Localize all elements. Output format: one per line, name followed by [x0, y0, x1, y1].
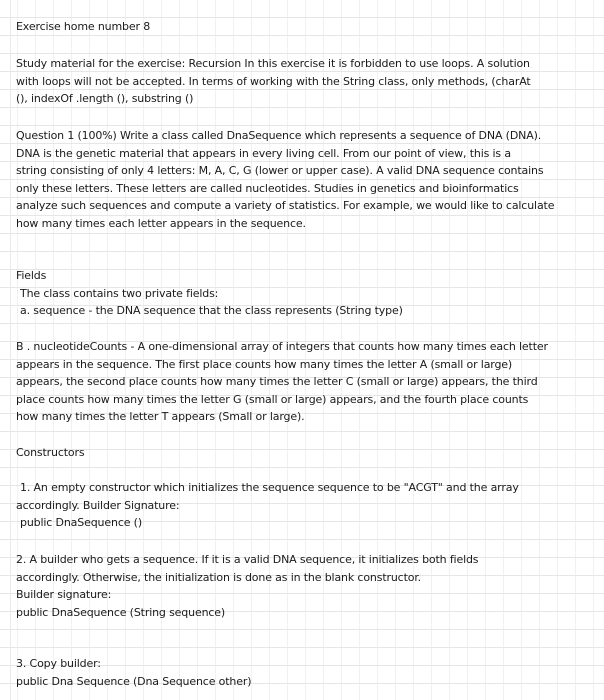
document-title: Exercise home number 8 [16, 20, 151, 33]
study-material-paragraph [16, 55, 596, 108]
study-material-line: Study material for the exercise: Recursion In this exercise it is forbidden to use loops. A solution [16, 57, 530, 70]
constructor-1-line: 1. An empty constructor which initializes the sequence sequence to be "ACGT" and the array [20, 481, 519, 494]
field-b-line: appears, the second place counts how many times the letter C (small or large) appears, the third [16, 375, 538, 388]
constructor-2-signature: public DnaSequence (String sequence) [16, 605, 226, 619]
constructor-2-line: accordingly. Otherwise, the initialization is done as in the blank constructor. [16, 570, 422, 584]
constructors-heading-block [16, 444, 596, 462]
fields-intro: The class contains two private fields: [20, 286, 219, 300]
question-line: string consisting of only 4 letters: M, A, C, G (lower or upper case). A valid DNA sequence contains [16, 164, 544, 177]
constructor-3-line: 3. Copy builder: [16, 657, 101, 670]
document-title-block [16, 18, 596, 36]
fields-section [16, 267, 596, 320]
question-line: Question 1 (100%) Write a class called DnaSequence which represents a sequence of DNA (DNA). [16, 129, 542, 142]
fields-heading: Fields [16, 269, 47, 282]
study-material-line: with loops will not be accepted. In terms of working with the String class, only methods, (charAt [16, 74, 531, 88]
field-b-line: B . nucleotideCounts - A one-dimensional array of integers that counts how many times each letter [16, 340, 548, 353]
question-line: how many times each letter appears in the sequence. [16, 216, 306, 230]
constructor-3-signature: public Dna Sequence (Dna Sequence other) [16, 674, 252, 688]
field-b-paragraph [16, 338, 596, 426]
constructor-1-paragraph [16, 479, 596, 532]
question-line: only these letters. These letters are called nucleotides. Studies in genetics and bioinformatics [16, 181, 519, 195]
question-line: analyze such sequences and compute a variety of statistics. For example, we would like to calculate [16, 199, 555, 212]
study-material-line: (), indexOf .length (), substring () [16, 92, 194, 105]
constructors-heading: Constructors [16, 446, 85, 459]
constructor-2-paragraph [16, 551, 596, 621]
field-b-line: appears in the sequence. The first place counts how many times the letter A (small or large) [16, 357, 513, 371]
question-line: DNA is the genetic material that appears in every living cell. From our point of view, this is a [16, 146, 511, 160]
question-paragraph [16, 127, 596, 232]
field-b-line: how many times the letter T appears (Small or large). [16, 410, 305, 423]
constructor-1-line: accordingly. Builder Signature: [16, 498, 180, 512]
field-b-line: place counts how many times the letter G (small or large) appears, and the fourth place counts [16, 392, 529, 406]
constructor-3-paragraph [16, 655, 596, 690]
constructor-2-line: Builder signature: [16, 588, 112, 601]
constructor-1-signature: public DnaSequence () [20, 516, 142, 529]
constructor-2-line: 2. A builder who gets a sequence. If it is a valid DNA sequence, it initializes both fields [16, 553, 479, 566]
field-a-description: a. sequence - the DNA sequence that the class represents (String type) [20, 304, 403, 317]
